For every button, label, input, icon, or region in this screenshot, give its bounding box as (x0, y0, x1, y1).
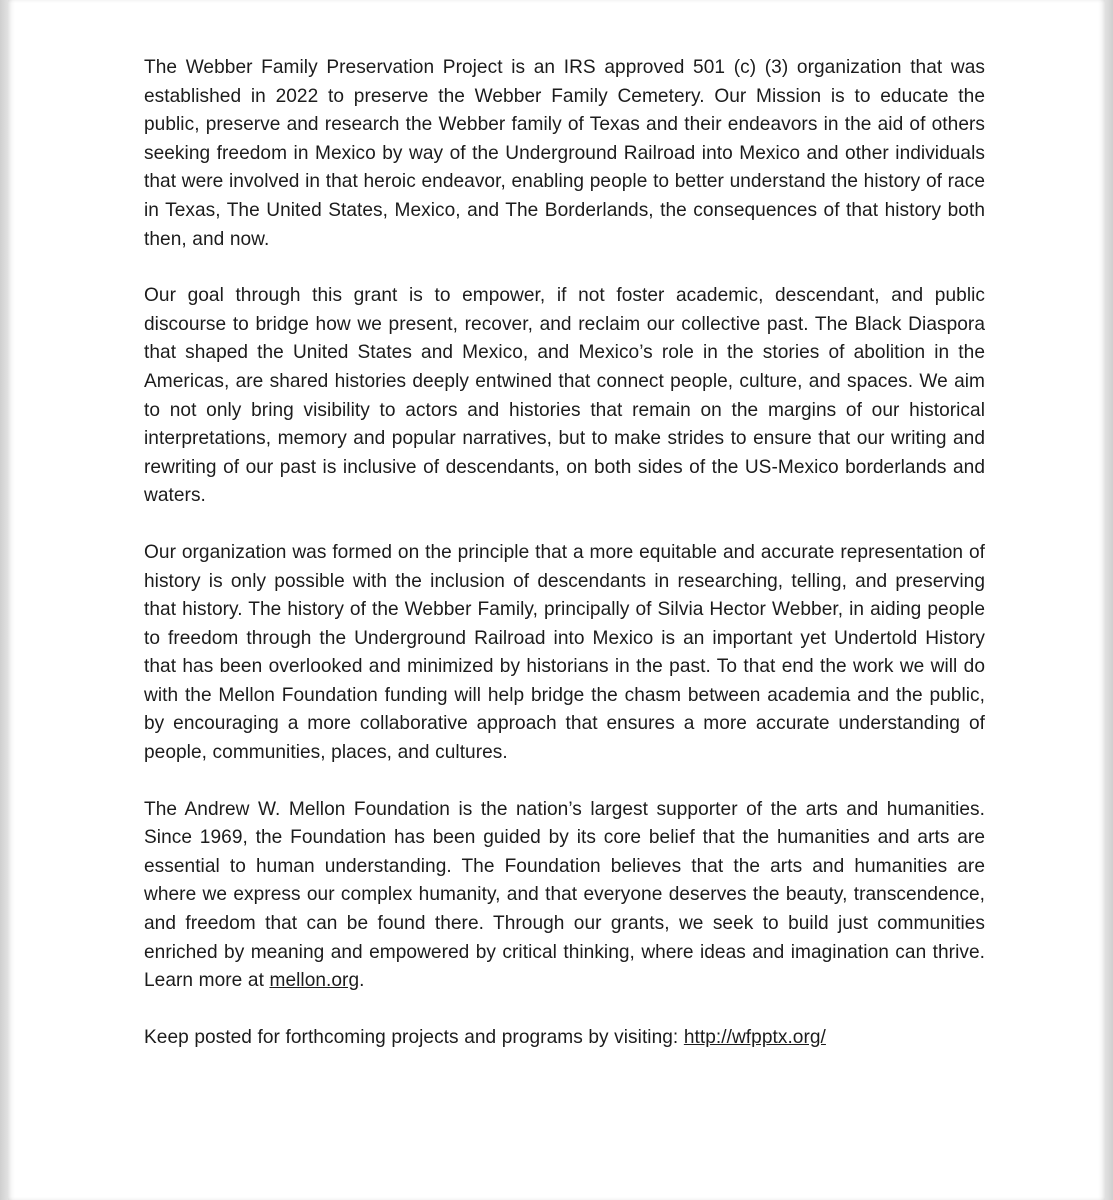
paragraph-grant-goal: Our goal through this grant is to empower, if not foster academic, descendant, and public discourse to bridge how we present, recover, and reclaim our collective past. The Black Diaspora that shaped the United States and Mexico, and Mexico’s role in the stories of abolition in the Americas, are shared histories deeply entwined that connect people, culture, and spaces. We aim to not only bring visibility to actors and histories that remain on the margins of our historical interpretations, memory and popular narratives, but to make strides to ensure that our writing and rewriting of our past is inclusive of descendants, on both sides of the US-Mexico borderlands and waters. (144, 285, 985, 507)
document-text-body (144, 54, 985, 1052)
paragraph-mellon-foundation-trail: . (359, 970, 365, 992)
paragraph-mission-statement: The Webber Family Preservation Project is an IRS approved 501 (c) (3) organization that was established in 2022 to preserve the Webber Family Cemetery. Our Mission is to educate the public, preserve and research the Webber family of Texas and their endeavors in the aid of others seeking freedom in Mexico by way of the Underground Railroad into Mexico and other individuals that were involved in that heroic endeavor, enabling people to better understand the history of race in Texas, The United States, Mexico, and The Borderlands, the consequences of that history both then, and now. (144, 57, 985, 250)
wfpptx-org-link[interactable]: http://wfpptx.org/ (683, 1026, 826, 1048)
mellon-org-link[interactable]: mellon.org (269, 970, 360, 992)
paragraph-mellon-foundation-text: The Andrew W. Mellon Foundation is the nation’s largest supporter of the arts and humanities. Since 1969, the Foundation has been guided by its core belief that the humanities and arts are essential to human understanding. The Foundation believes that the arts and humanities are where we express our complex humanity, and that everyone deserves the beauty, transcendence, and freedom that can be found there. Through our grants, we seek to build just communities enriched by meaning and empowered by critical thinking, where ideas and imagination can thrive. Learn more at (144, 798, 985, 992)
paragraph-organization-principle: Our organization was formed on the principle that a more equitable and accurate representation of history is only possible with the inclusion of descendants in researching, telling, and preserving that history. The history of the Webber Family, principally of Silvia Hector Webber, in aiding people to freedom through the Underground Railroad into Mexico is an important yet Undertold History that has been overlooked and minimized by historians in the past. To that end the work we will do with the Mellon Foundation funding will help bridge the chasm between academia and the public, by encouraging a more collaborative approach that ensures a more accurate understanding of people, communities, places, and cultures. (144, 541, 985, 764)
paragraph-keep-posted (144, 1024, 985, 1053)
document-sheet (8, 0, 1105, 1200)
paragraph-keep-posted-text: Keep posted for forthcoming projects and programs by visiting: (144, 1026, 684, 1048)
paragraph-mellon-foundation (144, 796, 985, 996)
page-right-gutter (1104, 0, 1113, 1200)
